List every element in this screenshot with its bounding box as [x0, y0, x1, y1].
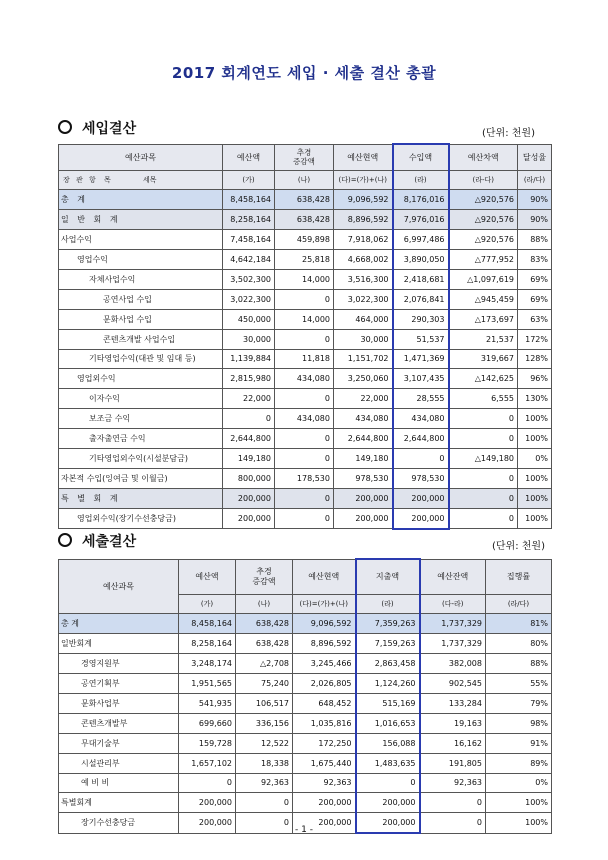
revenue-row — [59, 409, 552, 429]
expenditure-cell-current: 172,250 — [293, 733, 356, 753]
revenue-cell-supp: 178,530 — [275, 468, 334, 488]
revenue-cell-revenue: 1,471,369 — [393, 349, 449, 369]
revenue-cell-supp: 638,428 — [275, 190, 334, 210]
expenditure-row — [59, 713, 552, 733]
expenditure-cell-budget: 699,660 — [179, 713, 236, 733]
expenditure-cell-spent: 515,169 — [356, 693, 420, 713]
page-number: - 1 - — [295, 825, 313, 835]
revenue-cell-supp: 459,898 — [275, 230, 334, 250]
revenue-cell-supp: 0 — [275, 448, 334, 468]
revenue-cell-rate: 90% — [518, 210, 552, 230]
expenditure-cell-spent: 2,863,458 — [356, 654, 420, 674]
revenue-row-label: 사업수익 — [59, 230, 223, 250]
revenue-cell-rate: 128% — [518, 349, 552, 369]
header-supp: 추경 증감액 — [236, 559, 293, 594]
revenue-row — [59, 508, 552, 528]
revenue-cell-diff: 0 — [449, 409, 518, 429]
expenditure-cell-supp: 75,240 — [236, 674, 293, 694]
revenue-cell-revenue: 28,555 — [393, 389, 449, 409]
revenue-cell-revenue: 0 — [393, 448, 449, 468]
revenue-cell-diff: 0 — [449, 468, 518, 488]
revenue-cell-budget: 30,000 — [223, 329, 275, 349]
revenue-cell-diff: 319,667 — [449, 349, 518, 369]
revenue-cell-budget: 800,000 — [223, 468, 275, 488]
revenue-row-label: 영업수익 — [59, 250, 223, 270]
revenue-cell-rate: 172% — [518, 329, 552, 349]
revenue-cell-revenue: 3,107,435 — [393, 369, 449, 389]
revenue-cell-revenue: 200,000 — [393, 508, 449, 528]
sub-budget: (가) — [179, 594, 236, 614]
revenue-cell-diff: △142,625 — [449, 369, 518, 389]
header-subject: 예산과목 — [59, 559, 179, 614]
expenditure-cell-rate: 81% — [486, 614, 552, 634]
revenue-cell-supp: 0 — [275, 289, 334, 309]
revenue-row — [59, 230, 552, 250]
revenue-cell-diff: △920,576 — [449, 230, 518, 250]
sub-supp: (나) — [236, 594, 293, 614]
sub-budget: (가) — [223, 170, 275, 190]
header-current: 예산현액 — [334, 144, 393, 170]
header-revenue: 수입액 — [393, 144, 449, 170]
expenditure-cell-supp: 336,156 — [236, 713, 293, 733]
sub-gwan: 관 — [76, 175, 83, 184]
revenue-cell-diff: △920,576 — [449, 210, 518, 230]
expenditure-cell-spent: 1,124,260 — [356, 674, 420, 694]
revenue-cell-diff: 21,537 — [449, 329, 518, 349]
revenue-cell-supp: 0 — [275, 329, 334, 349]
revenue-cell-revenue: 51,537 — [393, 329, 449, 349]
revenue-cell-current: 3,250,060 — [334, 369, 393, 389]
revenue-cell-current: 149,180 — [334, 448, 393, 468]
expenditure-cell-spent: 200,000 — [356, 793, 420, 813]
revenue-row-label: 영업외수익(장기수선충당금) — [59, 508, 223, 528]
expenditure-row-label: 일반회계 — [59, 634, 179, 654]
revenue-cell-revenue: 2,418,681 — [393, 269, 449, 289]
expenditure-cell-supp: 638,428 — [236, 614, 293, 634]
expenditure-cell-supp: 92,363 — [236, 773, 293, 793]
expenditure-cell-budget: 1,657,102 — [179, 753, 236, 773]
revenue-row-label: 문화사업 수입 — [59, 309, 223, 329]
expenditure-row-label: 무대기술부 — [59, 733, 179, 753]
revenue-table — [58, 143, 552, 530]
revenue-row-label: 콘텐츠개발 사업수입 — [59, 329, 223, 349]
header-budget: 예산액 — [223, 144, 275, 170]
expenditure-cell-budget: 159,728 — [179, 733, 236, 753]
revenue-cell-budget: 200,000 — [223, 488, 275, 508]
expenditure-cell-spent: 1,016,653 — [356, 713, 420, 733]
revenue-row — [59, 349, 552, 369]
revenue-cell-budget: 2,644,800 — [223, 429, 275, 449]
expenditure-cell-current: 200,000 — [293, 793, 356, 813]
revenue-cell-current: 1,151,702 — [334, 349, 393, 369]
revenue-cell-rate: 69% — [518, 289, 552, 309]
expenditure-row-label: 장기수선충당금 — [59, 813, 179, 833]
revenue-row — [59, 468, 552, 488]
revenue-cell-budget: 3,502,300 — [223, 269, 275, 289]
expenditure-cell-supp: 18,338 — [236, 753, 293, 773]
expenditure-row-label: 총 계 — [59, 614, 179, 634]
revenue-cell-current: 200,000 — [334, 508, 393, 528]
expenditure-cell-remain: 19,163 — [420, 713, 486, 733]
revenue-cell-budget: 450,000 — [223, 309, 275, 329]
revenue-cell-budget: 22,000 — [223, 389, 275, 409]
expenditure-cell-budget: 541,935 — [179, 693, 236, 713]
revenue-cell-diff: △920,576 — [449, 190, 518, 210]
revenue-cell-rate: 96% — [518, 369, 552, 389]
revenue-cell-revenue: 3,890,050 — [393, 250, 449, 270]
circle-bullet-icon — [58, 533, 72, 547]
revenue-cell-revenue: 978,530 — [393, 468, 449, 488]
revenue-cell-budget: 8,458,164 — [223, 190, 275, 210]
revenue-row — [59, 289, 552, 309]
revenue-cell-rate: 100% — [518, 409, 552, 429]
revenue-row — [59, 309, 552, 329]
expenditure-cell-rate: 100% — [486, 793, 552, 813]
revenue-cell-revenue: 6,997,486 — [393, 230, 449, 250]
revenue-row — [59, 429, 552, 449]
revenue-cell-supp: 434,080 — [275, 409, 334, 429]
header-remain: 예산잔액 — [420, 559, 486, 594]
revenue-cell-supp: 25,818 — [275, 250, 334, 270]
expenditure-cell-remain: 1,737,329 — [420, 634, 486, 654]
revenue-row — [59, 329, 552, 349]
sub-rate: (라/다) — [518, 170, 552, 190]
expenditure-cell-remain: 16,162 — [420, 733, 486, 753]
expenditure-cell-current: 200,000 — [293, 813, 356, 833]
sub-supp: (나) — [275, 170, 334, 190]
revenue-row-label: 기타영업수익(대관 및 임대 등) — [59, 349, 223, 369]
revenue-cell-budget: 2,815,980 — [223, 369, 275, 389]
revenue-row — [59, 190, 552, 210]
revenue-table-body — [59, 190, 552, 529]
expenditure-row-label: 특별회계 — [59, 793, 179, 813]
revenue-cell-supp: 14,000 — [275, 309, 334, 329]
revenue-cell-current: 9,096,592 — [334, 190, 393, 210]
revenue-row-label: 영업외수익 — [59, 369, 223, 389]
expenditure-cell-remain: 1,737,329 — [420, 614, 486, 634]
revenue-cell-current: 30,000 — [334, 329, 393, 349]
expenditure-cell-rate: 91% — [486, 733, 552, 753]
revenue-cell-revenue: 8,176,016 — [393, 190, 449, 210]
expenditure-cell-current: 3,245,466 — [293, 654, 356, 674]
revenue-cell-rate: 63% — [518, 309, 552, 329]
expenditure-row — [59, 693, 552, 713]
expenditure-cell-remain: 92,363 — [420, 773, 486, 793]
revenue-section-heading — [58, 118, 136, 138]
revenue-cell-current: 3,516,300 — [334, 269, 393, 289]
revenue-cell-current: 7,918,062 — [334, 230, 393, 250]
expenditure-cell-current: 1,675,440 — [293, 753, 356, 773]
expenditure-row — [59, 793, 552, 813]
revenue-cell-supp: 0 — [275, 488, 334, 508]
revenue-cell-current: 464,000 — [334, 309, 393, 329]
revenue-cell-diff: △1,097,619 — [449, 269, 518, 289]
sub-spent: (라) — [356, 594, 420, 614]
revenue-cell-diff: △173,697 — [449, 309, 518, 329]
expenditure-heading-text: 세출결산 — [82, 534, 137, 550]
revenue-cell-budget: 4,642,184 — [223, 250, 275, 270]
expenditure-cell-budget: 200,000 — [179, 813, 236, 833]
sub-revenue: (라) — [393, 170, 449, 190]
expenditure-cell-spent: 200,000 — [356, 813, 420, 833]
sub-diff: (라-다) — [449, 170, 518, 190]
revenue-cell-budget: 8,258,164 — [223, 210, 275, 230]
revenue-cell-budget: 149,180 — [223, 448, 275, 468]
revenue-row-label: 특 별 회 계 — [59, 488, 223, 508]
revenue-cell-budget: 7,458,164 — [223, 230, 275, 250]
expenditure-cell-supp: 12,522 — [236, 733, 293, 753]
header-spent: 지출액 — [356, 559, 420, 594]
revenue-cell-supp: 0 — [275, 508, 334, 528]
expenditure-row-label: 콘텐츠개발부 — [59, 713, 179, 733]
revenue-unit-label: (단위: 천원) — [482, 128, 535, 139]
expenditure-table-body — [59, 614, 552, 833]
revenue-row-label: 보조금 수익 — [59, 409, 223, 429]
revenue-cell-rate: 83% — [518, 250, 552, 270]
revenue-cell-rate: 100% — [518, 508, 552, 528]
expenditure-cell-rate: 79% — [486, 693, 552, 713]
revenue-cell-rate: 69% — [518, 269, 552, 289]
expenditure-row-label: 공연기획부 — [59, 674, 179, 694]
revenue-cell-supp: 0 — [275, 389, 334, 409]
sub-hang: 항 — [89, 175, 96, 184]
revenue-cell-revenue: 290,303 — [393, 309, 449, 329]
revenue-row — [59, 269, 552, 289]
revenue-row — [59, 369, 552, 389]
header-current: 예산현액 — [293, 559, 356, 594]
revenue-cell-diff: 6,555 — [449, 389, 518, 409]
revenue-row-label: 공연사업 수입 — [59, 289, 223, 309]
revenue-cell-current: 8,896,592 — [334, 210, 393, 230]
header-rate: 달성율 — [518, 144, 552, 170]
expenditure-cell-spent: 7,359,263 — [356, 614, 420, 634]
revenue-cell-current: 434,080 — [334, 409, 393, 429]
expenditure-cell-current: 1,035,816 — [293, 713, 356, 733]
expenditure-cell-budget: 200,000 — [179, 793, 236, 813]
expenditure-cell-rate: 0% — [486, 773, 552, 793]
revenue-cell-supp: 14,000 — [275, 269, 334, 289]
expenditure-cell-rate: 80% — [486, 634, 552, 654]
expenditure-row — [59, 654, 552, 674]
expenditure-cell-supp: 0 — [236, 813, 293, 833]
revenue-cell-revenue: 434,080 — [393, 409, 449, 429]
expenditure-cell-current: 8,896,592 — [293, 634, 356, 654]
revenue-row-label: 자체사업수익 — [59, 269, 223, 289]
revenue-cell-rate: 100% — [518, 488, 552, 508]
expenditure-table — [58, 558, 552, 834]
sub-remain: (다-라) — [420, 594, 486, 614]
expenditure-row-label: 문화사업부 — [59, 693, 179, 713]
expenditure-cell-spent: 156,088 — [356, 733, 420, 753]
expenditure-cell-budget: 3,248,174 — [179, 654, 236, 674]
expenditure-cell-budget: 1,951,565 — [179, 674, 236, 694]
revenue-cell-current: 3,022,300 — [334, 289, 393, 309]
expenditure-row — [59, 634, 552, 654]
revenue-row-label: 자본적 수입(잉여금 및 이월금) — [59, 468, 223, 488]
revenue-cell-rate: 0% — [518, 448, 552, 468]
revenue-cell-rate: 130% — [518, 389, 552, 409]
sub-mok: 목 — [104, 175, 111, 184]
expenditure-row — [59, 773, 552, 793]
revenue-cell-current: 978,530 — [334, 468, 393, 488]
expenditure-cell-remain: 0 — [420, 813, 486, 833]
sub-current: (다)=(가)+(나) — [334, 170, 393, 190]
revenue-cell-diff: 0 — [449, 429, 518, 449]
expenditure-cell-rate: 88% — [486, 654, 552, 674]
expenditure-cell-rate: 98% — [486, 713, 552, 733]
revenue-row-label: 기타영업외수익(시설분담금) — [59, 448, 223, 468]
expenditure-cell-current: 648,452 — [293, 693, 356, 713]
revenue-cell-current: 4,668,002 — [334, 250, 393, 270]
expenditure-cell-rate: 55% — [486, 674, 552, 694]
sub-jang: 장 — [63, 175, 70, 184]
revenue-cell-supp: 638,428 — [275, 210, 334, 230]
revenue-cell-rate: 88% — [518, 230, 552, 250]
revenue-cell-budget: 0 — [223, 409, 275, 429]
sub-semok: 세목 — [143, 175, 157, 184]
revenue-cell-revenue: 2,644,800 — [393, 429, 449, 449]
revenue-cell-rate: 100% — [518, 468, 552, 488]
circle-bullet-icon — [58, 120, 72, 134]
sub-current: (다)=(가)+(나) — [293, 594, 356, 614]
revenue-cell-diff: 0 — [449, 508, 518, 528]
revenue-row-label: 이자수익 — [59, 389, 223, 409]
revenue-row-label: 일 반 회 계 — [59, 210, 223, 230]
expenditure-cell-supp: 638,428 — [236, 634, 293, 654]
expenditure-cell-supp: 0 — [236, 793, 293, 813]
expenditure-section-heading — [58, 531, 136, 551]
expenditure-cell-remain: 191,805 — [420, 753, 486, 773]
revenue-cell-revenue: 2,076,841 — [393, 289, 449, 309]
expenditure-cell-remain: 382,008 — [420, 654, 486, 674]
expenditure-cell-supp: △2,708 — [236, 654, 293, 674]
header-rate: 집행률 — [486, 559, 552, 594]
revenue-row-label: 출자출연금 수익 — [59, 429, 223, 449]
revenue-cell-supp: 11,818 — [275, 349, 334, 369]
revenue-cell-rate: 90% — [518, 190, 552, 210]
revenue-cell-budget: 200,000 — [223, 508, 275, 528]
header-subject: 예산과목 — [59, 144, 223, 170]
expenditure-cell-budget: 8,458,164 — [179, 614, 236, 634]
revenue-cell-current: 200,000 — [334, 488, 393, 508]
revenue-cell-current: 2,644,800 — [334, 429, 393, 449]
revenue-cell-budget: 1,139,884 — [223, 349, 275, 369]
expenditure-row-label: 경영지원부 — [59, 654, 179, 674]
expenditure-cell-rate: 100% — [486, 813, 552, 833]
document-title: 2017 회계연도 세입 · 세출 결산 총괄 — [171, 64, 437, 82]
subheader-levels — [59, 170, 223, 190]
expenditure-row — [59, 674, 552, 694]
expenditure-unit-label: (단위: 천원) — [492, 541, 545, 552]
expenditure-cell-budget: 0 — [179, 773, 236, 793]
revenue-cell-budget: 3,022,300 — [223, 289, 275, 309]
revenue-cell-supp: 0 — [275, 429, 334, 449]
expenditure-cell-remain: 0 — [420, 793, 486, 813]
revenue-header-row — [59, 144, 552, 170]
revenue-row — [59, 448, 552, 468]
expenditure-cell-budget: 8,258,164 — [179, 634, 236, 654]
revenue-subheader-row — [59, 170, 552, 190]
revenue-cell-diff: △777,952 — [449, 250, 518, 270]
revenue-cell-diff: △149,180 — [449, 448, 518, 468]
sub-rate: (라/다) — [486, 594, 552, 614]
expenditure-cell-spent: 0 — [356, 773, 420, 793]
revenue-heading-text: 세입결산 — [82, 121, 137, 137]
expenditure-cell-rate: 89% — [486, 753, 552, 773]
revenue-row — [59, 210, 552, 230]
expenditure-row — [59, 614, 552, 634]
header-supp: 추경 증감액 — [275, 144, 334, 170]
expenditure-row-label: 예 비 비 — [59, 773, 179, 793]
revenue-cell-revenue: 7,976,016 — [393, 210, 449, 230]
expenditure-row — [59, 733, 552, 753]
revenue-row — [59, 488, 552, 508]
revenue-row — [59, 250, 552, 270]
header-diff: 예산차액 — [449, 144, 518, 170]
revenue-cell-current: 22,000 — [334, 389, 393, 409]
expenditure-cell-spent: 7,159,263 — [356, 634, 420, 654]
expenditure-cell-supp: 106,517 — [236, 693, 293, 713]
expenditure-cell-remain: 133,284 — [420, 693, 486, 713]
revenue-cell-supp: 434,080 — [275, 369, 334, 389]
header-budget: 예산액 — [179, 559, 236, 594]
revenue-cell-rate: 100% — [518, 429, 552, 449]
expenditure-cell-remain: 902,545 — [420, 674, 486, 694]
revenue-row-label: 총 계 — [59, 190, 223, 210]
expenditure-cell-current: 9,096,592 — [293, 614, 356, 634]
revenue-cell-diff: △945,459 — [449, 289, 518, 309]
expenditure-header-row — [59, 559, 552, 594]
revenue-row — [59, 389, 552, 409]
expenditure-cell-current: 92,363 — [293, 773, 356, 793]
expenditure-row — [59, 753, 552, 773]
revenue-cell-diff: 0 — [449, 488, 518, 508]
expenditure-row-label: 시설관리부 — [59, 753, 179, 773]
revenue-cell-revenue: 200,000 — [393, 488, 449, 508]
expenditure-cell-current: 2,026,805 — [293, 674, 356, 694]
expenditure-cell-spent: 1,483,635 — [356, 753, 420, 773]
